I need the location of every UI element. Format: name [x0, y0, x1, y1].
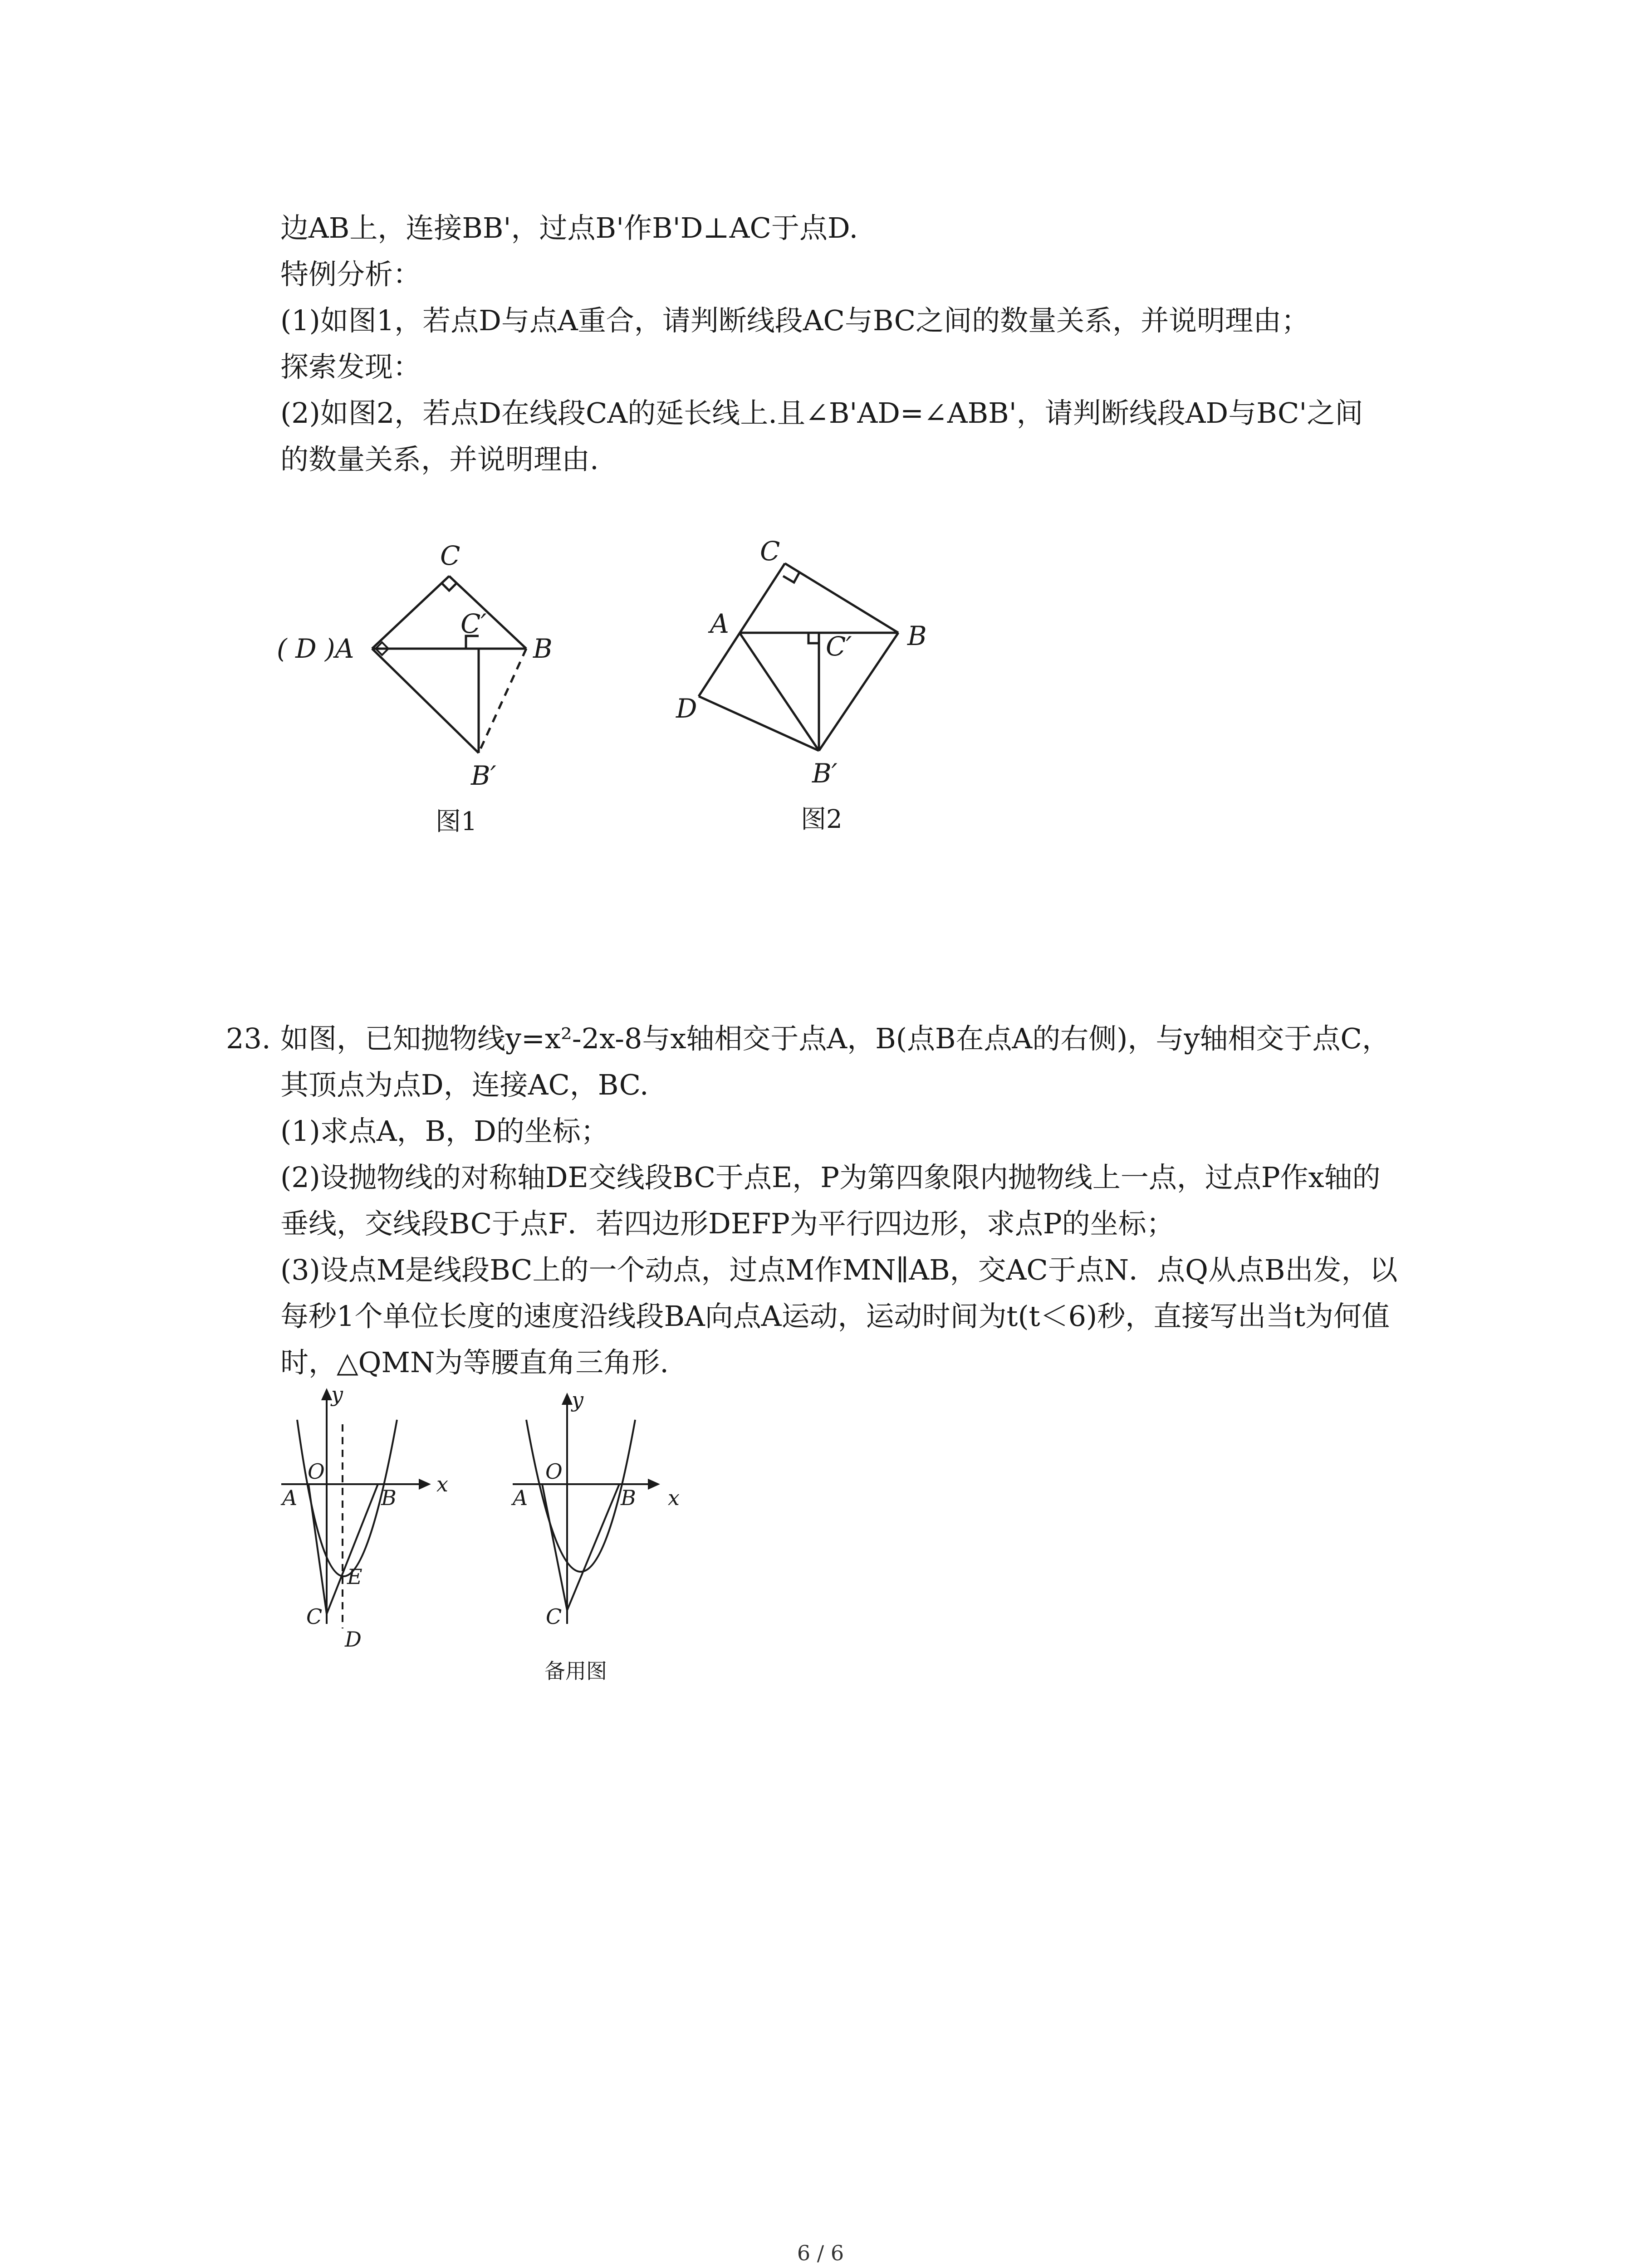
q23-line-3: (1)求点A，B，D的坐标； — [280, 1114, 609, 1148]
q23-main-label-O: O — [308, 1459, 325, 1484]
q23-line-6: (3)设点M是线段BC上的一个动点，过点M作MN∥AB，交AC于点N．点Q从点B出发，以 — [280, 1253, 1398, 1286]
q23-line-2: 其顶点为点D，连接AC，BC. — [280, 1068, 649, 1101]
q23-line-7: 每秒1个单位长度的速度沿线段BA向点A运动，运动时间为t(t＜6)秒，直接写出当t为何值 — [280, 1300, 1390, 1333]
fig2-label-A: A — [710, 608, 729, 639]
q23-main-label-E: E — [347, 1564, 362, 1589]
fig1-dashed-BB-prime — [479, 649, 526, 753]
fig2-right-angle-C — [783, 572, 799, 582]
q23-main-label-D: D — [345, 1627, 362, 1652]
q23-spare-label-O: O — [545, 1459, 563, 1484]
q22-figure-1 — [254, 522, 617, 848]
fig2-segment-CB — [785, 563, 898, 633]
q23-main-label-x: x — [436, 1472, 448, 1496]
q22-line-2: 特例分析： — [280, 258, 421, 291]
fig2-right-angle-C-prime — [808, 633, 819, 643]
q23-main-label-y: y — [331, 1382, 343, 1407]
q23-spare-x-arrow — [649, 1480, 658, 1488]
q23-spare-label-x: x — [668, 1486, 680, 1510]
q23-spare-label-C: C — [546, 1604, 562, 1629]
q22-line-5: (2)如图2，若点D在线段CA的延长线上.且∠B'AD=∠ABB'，请判断线段AD与BC'之间 — [280, 396, 1363, 430]
fig1-label-D-A: ( D )A — [277, 633, 354, 664]
fig2-label-C-prime: C′ — [826, 631, 852, 662]
q23-spare-label-B: B — [621, 1486, 636, 1510]
q23-spare-parabola — [526, 1420, 635, 1572]
q23-spare-caption: 备用图 — [544, 1659, 607, 1683]
q23-main-y-arrow — [323, 1390, 331, 1399]
fig1-label-B-prime: B′ — [471, 760, 496, 791]
q23-spare-label-A: A — [513, 1486, 528, 1510]
fig1-segment-AB-prime — [372, 649, 479, 753]
q23-main-x-arrow — [420, 1480, 429, 1488]
q23-main-segment-BC — [327, 1484, 378, 1614]
q23-main-label-A: A — [282, 1486, 298, 1510]
fig1-label-B: B — [533, 633, 553, 664]
fig2-caption: 图2 — [801, 805, 843, 834]
fig1-segment-AC — [372, 576, 449, 649]
fig1-caption: 图1 — [436, 807, 477, 836]
q22-line-4: 探索发现： — [280, 350, 421, 383]
q23-main-label-B: B — [381, 1486, 397, 1510]
fig1-label-C-prime: C′ — [460, 608, 487, 639]
page-number: 6 / 6 — [797, 2241, 844, 2265]
q22-line-1: 边AB上，连接BB'，过点B'作B'D⊥AC于点D. — [280, 211, 858, 244]
q23-spare-segment-AC — [542, 1484, 567, 1610]
fig2-label-C: C — [760, 536, 780, 567]
q22-line-6: 的数量关系，并说明理由. — [280, 443, 599, 476]
q23-figure-main — [272, 1382, 481, 1656]
q23-figure-spare — [499, 1388, 699, 1687]
q23-spare-label-y: y — [572, 1388, 583, 1412]
q23-spare-segment-BC — [567, 1484, 619, 1610]
fig2-label-B: B — [907, 621, 927, 651]
q23-line-1: 如图，已知抛物线y=x²-2x-8与x轴相交于点A，B(点B在点A的右侧)，与y轴相交于点C， — [280, 1022, 1390, 1055]
q23-line-8: 时，△QMN为等腰直角三角形. — [280, 1346, 669, 1379]
q23-main-label-C: C — [306, 1604, 323, 1629]
q22-line-3: (1)如图1，若点D与点A重合，请判断线段AC与BC之间的数量关系，并说明理由； — [280, 304, 1310, 337]
q22-figure-2 — [662, 522, 980, 848]
q23-spare-y-arrow — [563, 1395, 571, 1404]
q23-line-5: 垂线，交线段BC于点F．若四边形DEFP为平行四边形，求点P的坐标； — [280, 1207, 1175, 1240]
fig1-label-C: C — [440, 540, 460, 571]
fig2-label-B-prime: B′ — [812, 758, 838, 789]
q23-line-4: (2)设抛物线的对称轴DE交线段BC于点E，P为第四象限内抛物线上一点，过点P作x轴的 — [280, 1161, 1381, 1194]
q23-number: 23. — [226, 1022, 271, 1055]
fig1-right-angle-C — [442, 583, 456, 591]
fig2-label-D: D — [676, 693, 697, 724]
